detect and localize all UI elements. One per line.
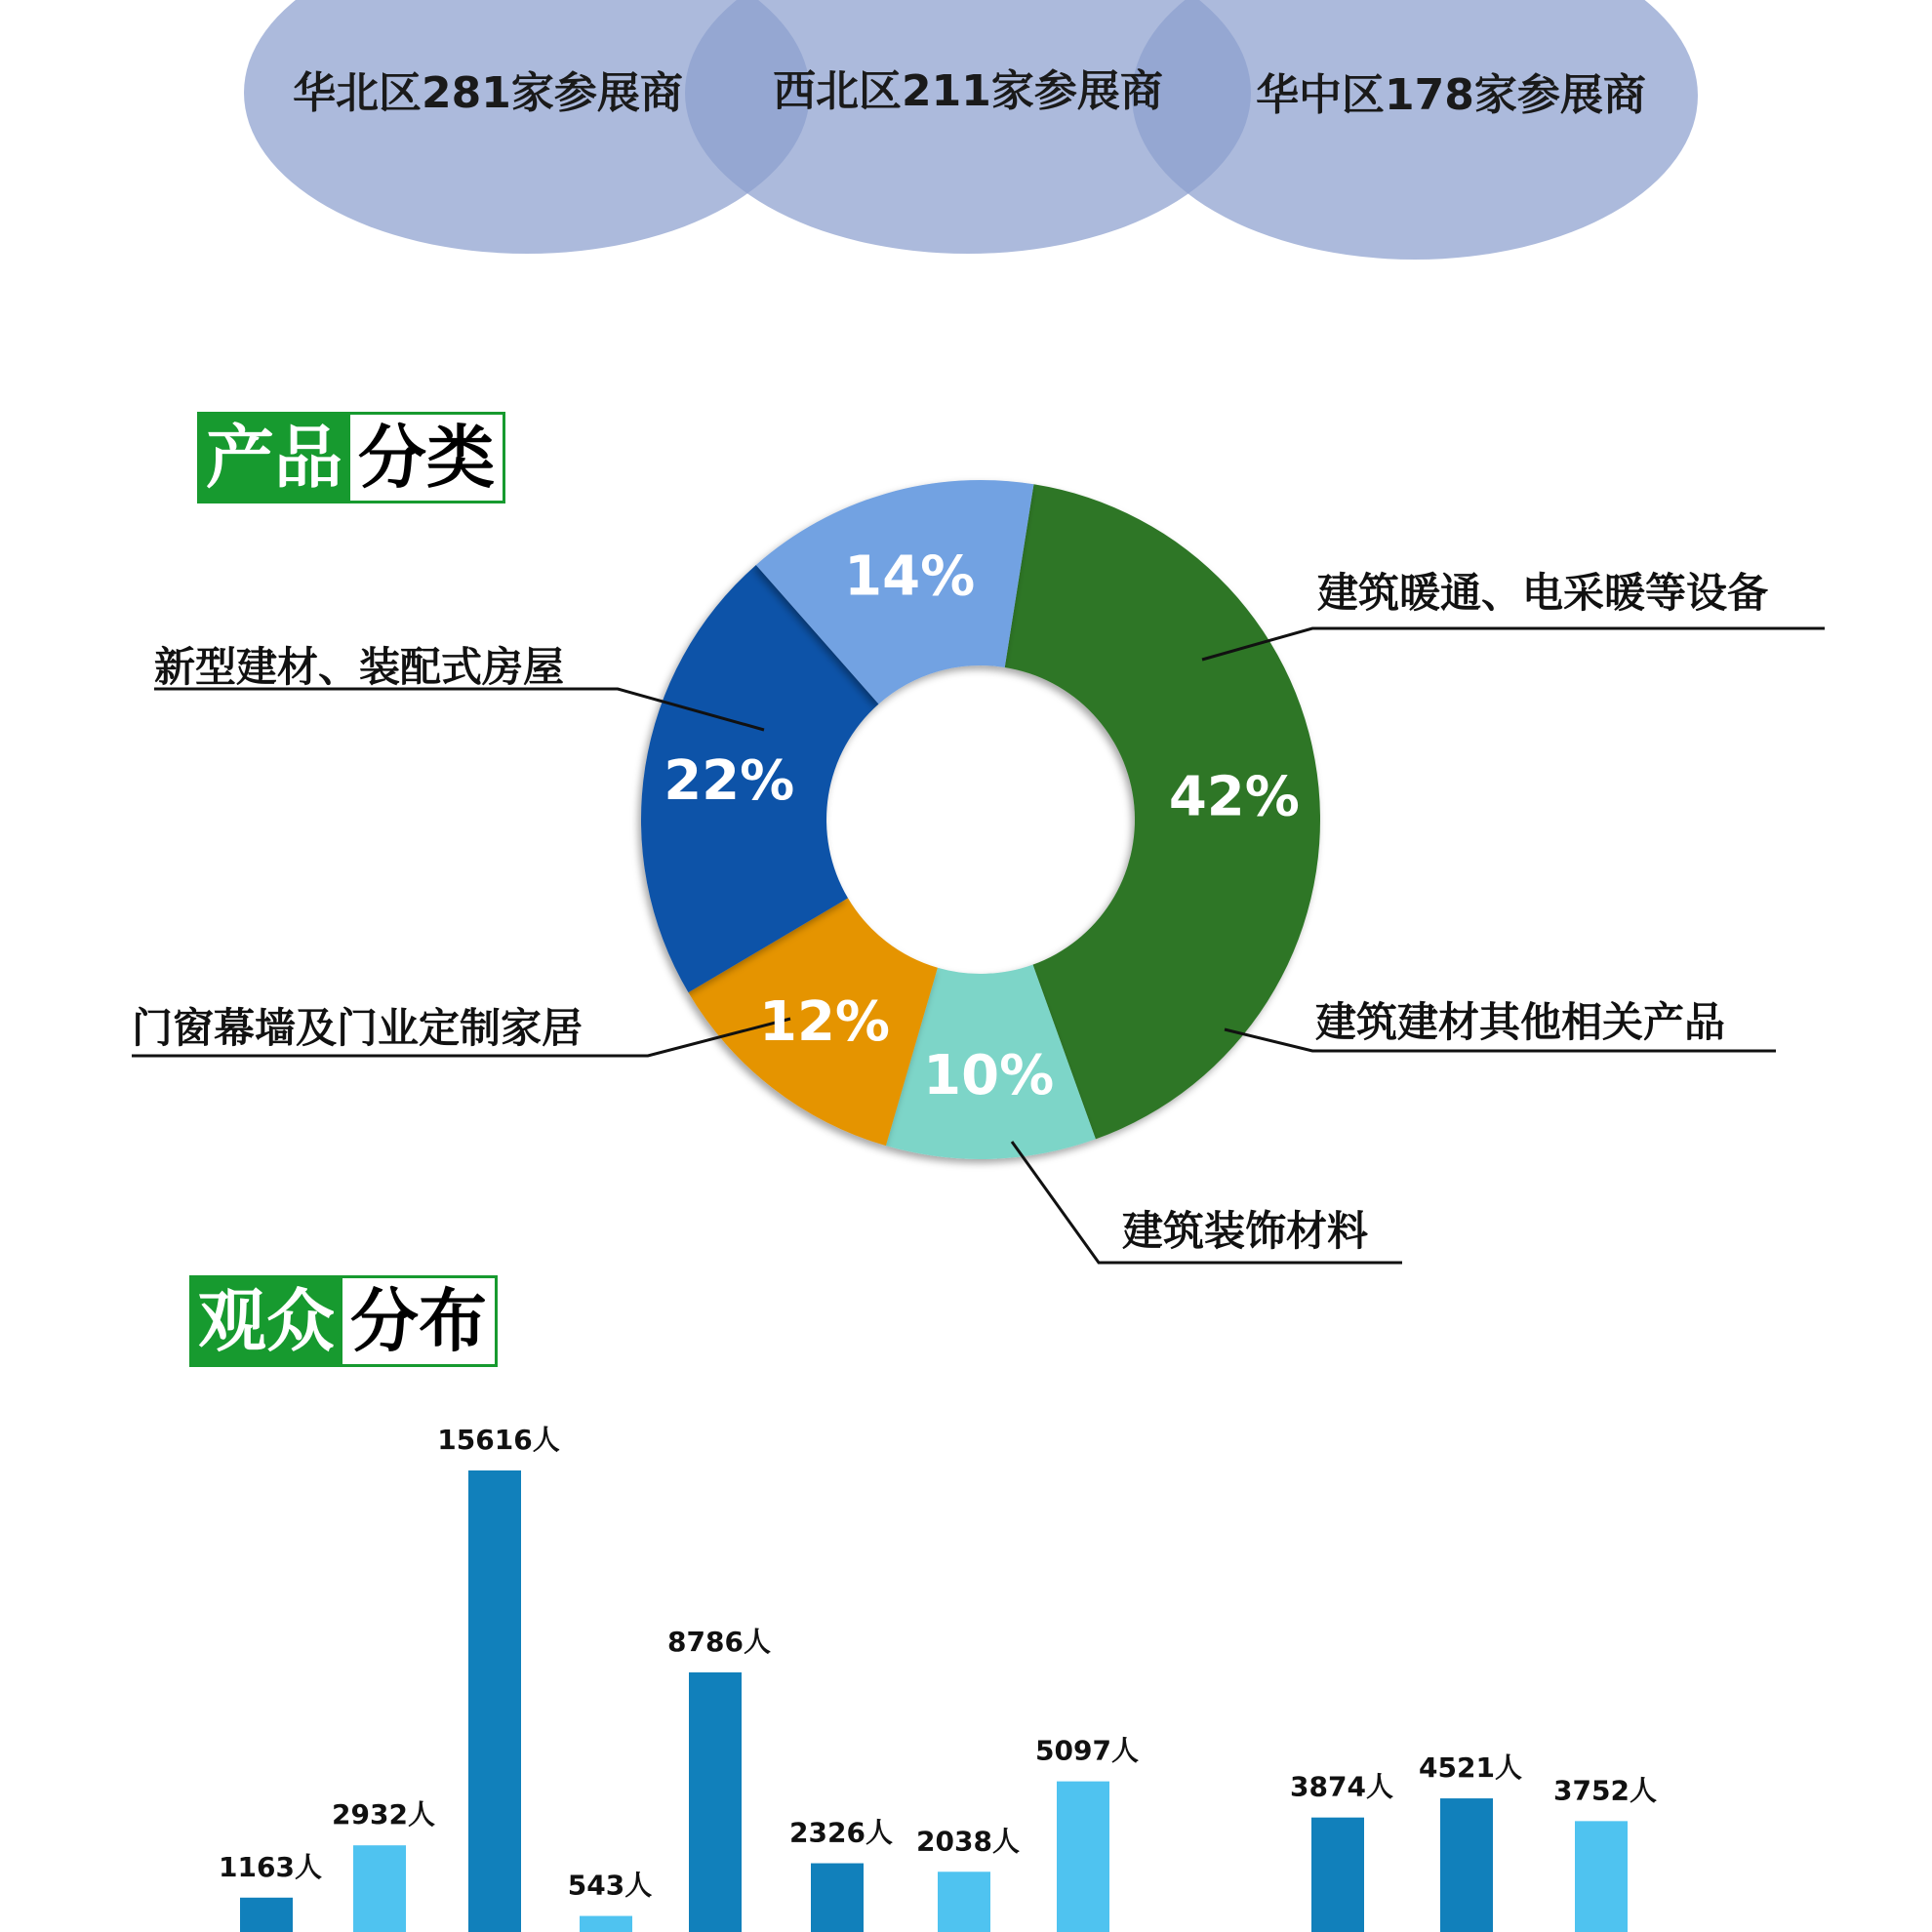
bar-value-label: 8786人 bbox=[667, 1625, 771, 1658]
bar-value-label: 4521人 bbox=[1419, 1751, 1522, 1785]
donut-percent-label: 12% bbox=[759, 990, 891, 1055]
section-title-products-green: 产品 bbox=[200, 415, 350, 501]
bar-value-label: 3752人 bbox=[1553, 1774, 1657, 1807]
audience-bar bbox=[1575, 1821, 1628, 1932]
bar-value-label: 3874人 bbox=[1290, 1770, 1393, 1803]
bar-value-label: 2932人 bbox=[332, 1798, 435, 1831]
donut-percent-label: 14% bbox=[844, 544, 976, 609]
audience-bar bbox=[938, 1872, 990, 1932]
category-label: 门窗幕墙及门业定制家居 bbox=[132, 1004, 584, 1052]
category-label: 建筑建材其他相关产品 bbox=[1315, 998, 1726, 1046]
section-title-products-white: 分类 bbox=[350, 415, 503, 501]
audience-bar bbox=[1311, 1818, 1364, 1932]
exhibitor-regions bbox=[0, 0, 1932, 273]
audience-bar bbox=[689, 1672, 742, 1932]
audience-bar bbox=[240, 1898, 293, 1932]
bar-value-label: 5097人 bbox=[1035, 1734, 1139, 1767]
audience-bar bbox=[1440, 1798, 1493, 1932]
audience-distribution-bar-chart bbox=[0, 1386, 1932, 1932]
audience-bar bbox=[811, 1864, 864, 1932]
region-label: 西北区211家参展商 bbox=[773, 66, 1163, 116]
donut-percent-label: 42% bbox=[1168, 765, 1300, 829]
category-label: 建筑暖通、电采暖等设备 bbox=[1317, 569, 1769, 617]
bar-value-label: 1163人 bbox=[219, 1850, 322, 1883]
category-label: 建筑装饰材料 bbox=[1122, 1207, 1369, 1255]
leader-line bbox=[1202, 628, 1825, 660]
region-label: 华北区281家参展商 bbox=[293, 68, 683, 118]
product-category-donut-chart bbox=[0, 468, 1932, 1288]
donut-percent-label: 22% bbox=[664, 749, 795, 814]
section-title-audience-white: 分布 bbox=[342, 1278, 495, 1364]
region-ellipse bbox=[1132, 0, 1698, 260]
bar-value-label: 543人 bbox=[567, 1869, 653, 1902]
region-label: 华中区178家参展商 bbox=[1256, 70, 1646, 120]
section-title-audience-green: 观众 bbox=[192, 1278, 342, 1364]
bar-value-label: 2326人 bbox=[789, 1816, 893, 1849]
audience-bar bbox=[1057, 1782, 1109, 1932]
donut-percent-label: 10% bbox=[923, 1043, 1055, 1107]
bar-value-label: 2038人 bbox=[916, 1825, 1020, 1858]
section-title-audience bbox=[189, 1275, 498, 1367]
bar-value-label: 15616人 bbox=[437, 1424, 560, 1456]
audience-bar bbox=[580, 1916, 632, 1932]
audience-bar bbox=[353, 1845, 406, 1932]
audience-bar bbox=[468, 1470, 521, 1932]
category-label: 新型建材、装配式房屋 bbox=[154, 643, 565, 691]
